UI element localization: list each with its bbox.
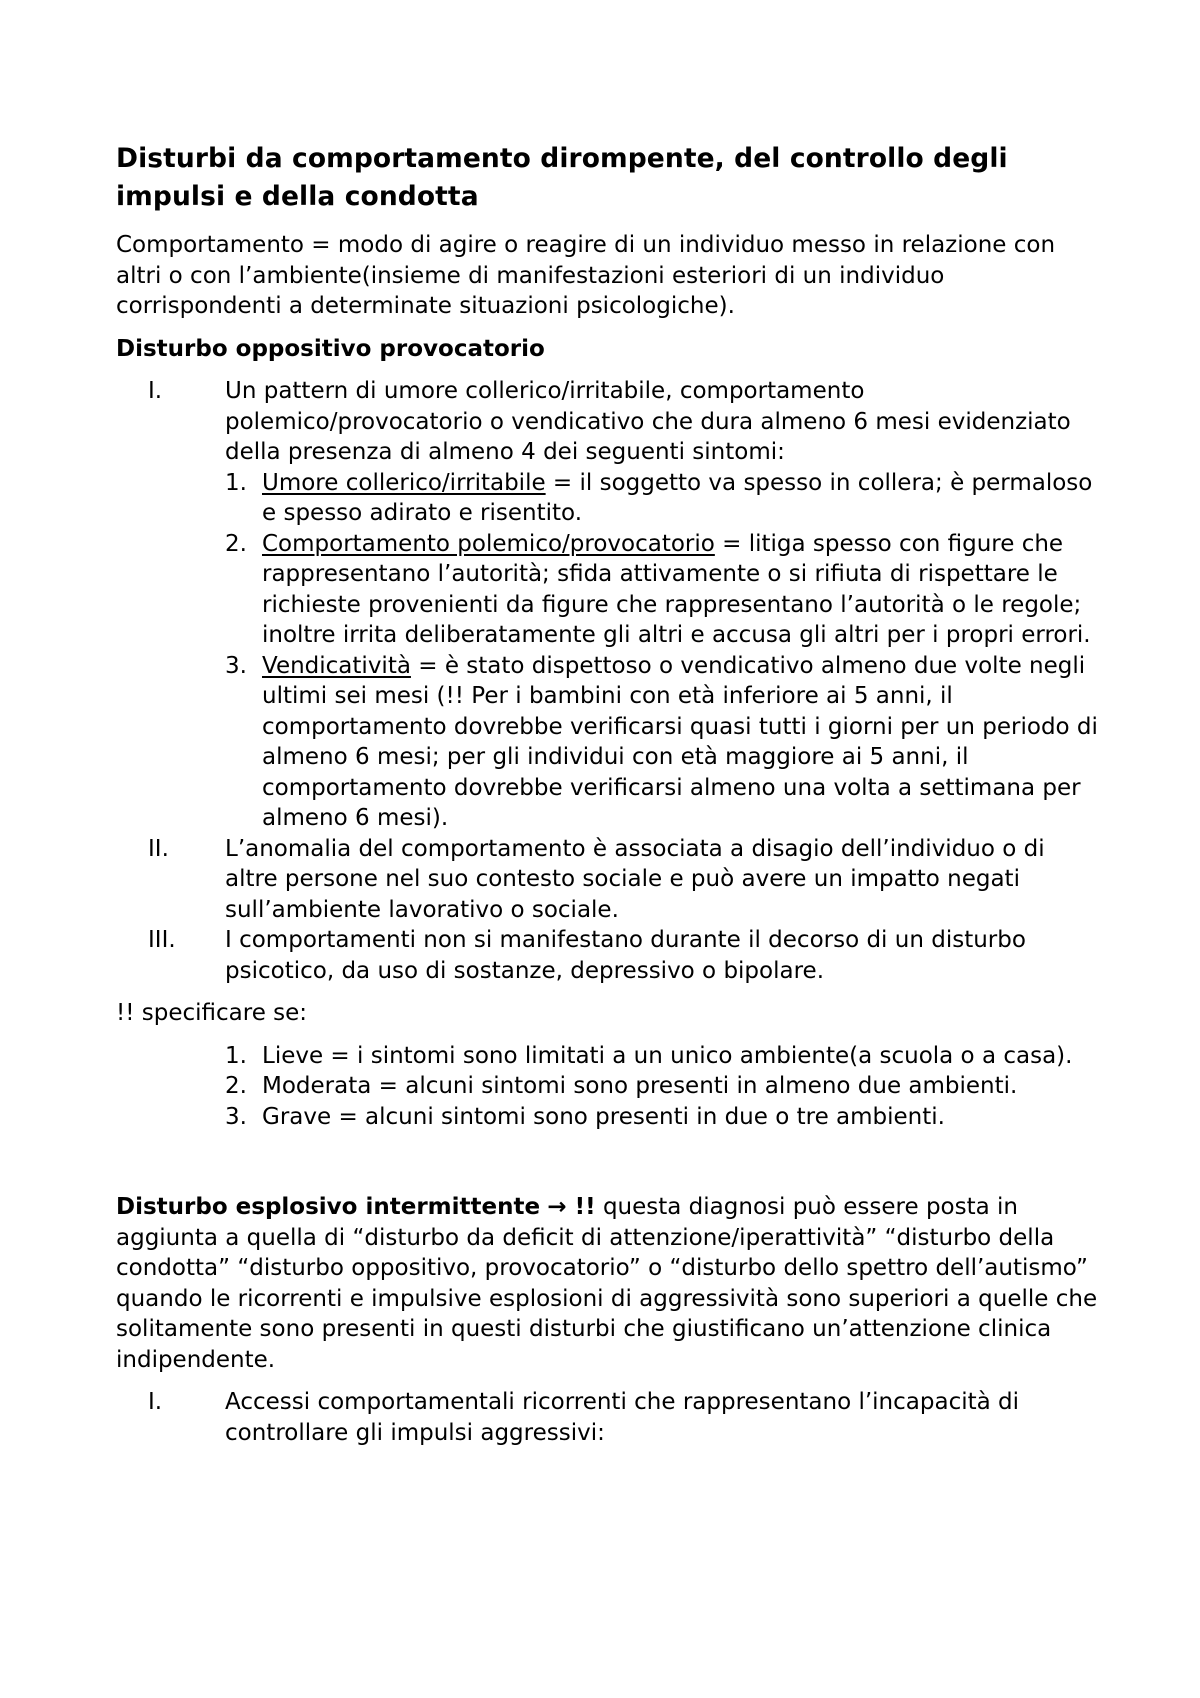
section-paragraph-ied (116, 1192, 1100, 1375)
document-page (116, 140, 1100, 1460)
severity-entry (225, 1102, 1100, 1133)
symptom-list (225, 468, 1100, 834)
severity-text: Lieve = i sintomi sono limitati a un unico ambiente(a scuola o a casa). (262, 1042, 1073, 1069)
symptom-number: 3. (225, 652, 247, 679)
criteria-list-odd (116, 376, 1100, 986)
criterion-number: I. (148, 1389, 163, 1415)
severity-text: Moderata = alcuni sintomi sono presenti in almeno due ambienti. (262, 1073, 1018, 1099)
section-spacer (116, 1144, 1100, 1192)
severity-entry (225, 1071, 1100, 1102)
symptom-number: 2. (225, 530, 247, 557)
severity-sublist (225, 1041, 1100, 1133)
arrow-icon: → !! (547, 1194, 596, 1220)
criterion-item (116, 1387, 1100, 1448)
criterion-text: L’anomalia del comportamento è associata a disagio dell’individuo o di altre persone nel suo contesto sociale e può avere un impatto negati sull’ambiente lavorativo o sociale. (225, 835, 1045, 923)
criterion-number: III. (148, 927, 176, 953)
section-text-ied: questa diagnosi può essere posta in aggiunta a quella di “disturbo da deficit di attenzione/iperattività” “disturbo della condotta” “disturbo oppositivo, provocatorio” o “disturbo dello spettro dell’autismo” quando le ricorrenti e impulsive esplosioni di aggressività sono superiori a quelle che solitamente sono presenti in questi disturbi che giustificano un’attenzione clinica indipendente. (116, 1194, 1098, 1373)
criterion-item (116, 834, 1100, 926)
severity-item (116, 1041, 1100, 1133)
severity-number: 2. (225, 1073, 247, 1099)
document-title: Disturbi da comportamento dirompente, del controllo degli impulsi e della condotta (116, 143, 1008, 212)
criterion-number: I. (148, 378, 163, 404)
symptom-item (225, 651, 1100, 834)
criterion-number: II. (148, 835, 169, 862)
severity-number: 1. (225, 1042, 247, 1069)
symptom-term: Vendicatività (262, 652, 411, 679)
criteria-list-ied (116, 1387, 1100, 1448)
criterion-text: I comportamenti non si manifestano durante il decorso di un disturbo psicotico, da uso di sostanze, depressivo o bipolare. (225, 927, 1026, 984)
symptom-term: Comportamento polemico/provocatorio (262, 530, 715, 557)
severity-entry (225, 1041, 1100, 1072)
criterion-text: Accessi comportamentali ricorrenti che rappresentano l’incapacità di controllare gli impulsi aggressivi: (225, 1389, 1020, 1446)
symptom-item (225, 468, 1100, 529)
symptom-text: = litiga spesso con figure che rappresentano l’autorità; sfida attivamente o si rifiuta di rispettare le richieste provenienti da figure che rappresentano l’autorità o le regole; inoltre irrita deliberatamente gli altri e accusa gli altri per i propri errori. (262, 530, 1091, 648)
criterion-item (116, 925, 1100, 986)
symptom-text: = è stato dispettoso o vendicativo almeno due volte negli ultimi sei mesi (!! Per i bambini con età inferiore ai 5 anni, il comportamento dovrebbe verificarsi quasi tutti i giorni per un periodo di almeno 6 mesi; per gli individui con età maggiore ai 5 anni, il comportamento dovrebbe verificarsi almeno una volta a settimana per almeno 6 mesi). (262, 652, 1098, 831)
criterion-item (116, 376, 1100, 834)
symptom-term: Umore collerico/irritabile (262, 469, 546, 496)
criterion-text: Un pattern di umore collerico/irritabile, comportamento polemico/provocatorio o vendicativo che dura almeno 6 mesi evidenziato della presenza di almeno 4 dei seguenti sintomi: (225, 378, 1071, 465)
section-heading-odd: Disturbo oppositivo provocatorio (116, 335, 545, 362)
severity-list (116, 1041, 1100, 1133)
severity-text: Grave = alcuni sintomi sono presenti in due o tre ambienti. (262, 1103, 945, 1130)
severity-number: 3. (225, 1103, 247, 1130)
intro-paragraph: Comportamento = modo di agire o reagire di un individuo messo in relazione con altri o con l’ambiente(insieme di manifestazioni esteriori di un individuo corrispondenti a determinate situazioni psicologiche). (116, 232, 1056, 319)
symptom-text: = il soggetto va spesso in collera; è permaloso e spesso adirato e risentito. (262, 469, 1093, 526)
symptom-item (225, 529, 1100, 651)
symptom-number: 1. (225, 469, 247, 496)
specify-label: !! specificare se: (116, 1000, 308, 1026)
section-heading-ied: Disturbo esplosivo intermittente (116, 1194, 541, 1220)
